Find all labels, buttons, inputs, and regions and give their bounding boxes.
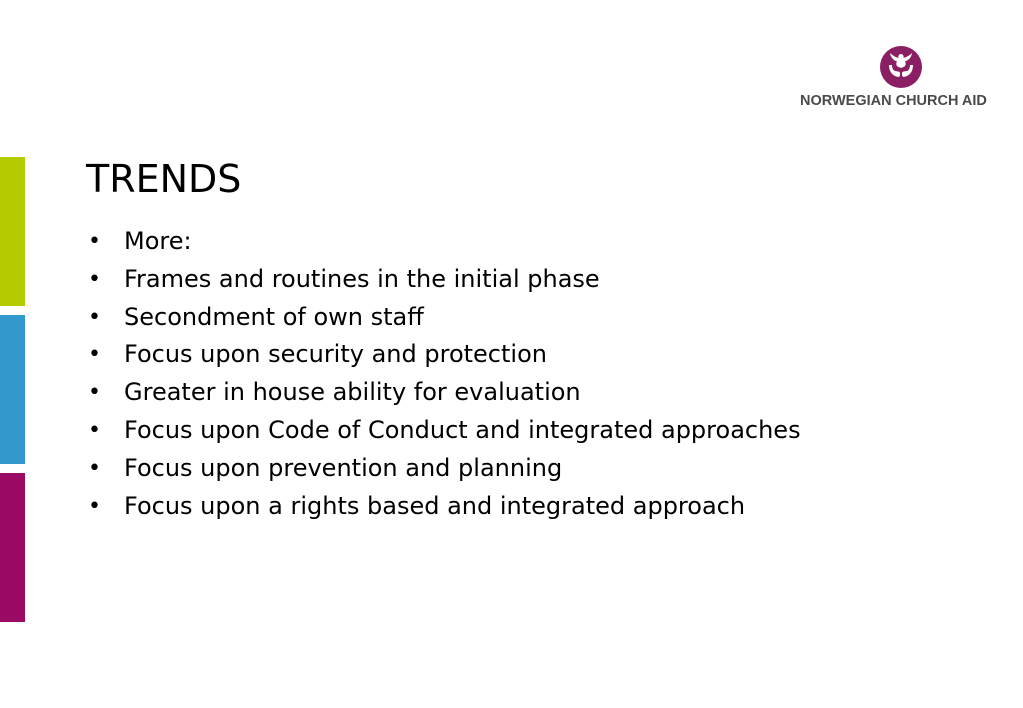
bullet-text: Secondment of own staff xyxy=(124,302,424,331)
bullet-text: More: xyxy=(124,227,192,255)
bullet-text: Greater in house ability for evaluation xyxy=(124,378,581,407)
bullet-glyph: • xyxy=(88,455,101,481)
bullet-text: Focus upon a rights based and integrated approach xyxy=(124,491,746,520)
logo xyxy=(800,46,1002,112)
bullet-glyph: • xyxy=(88,342,101,368)
logo-text: NORWEGIAN CHURCH AID xyxy=(800,93,987,109)
bullet-glyph: • xyxy=(88,266,101,292)
bullet-text: Frames and routines in the initial phase xyxy=(124,264,600,293)
accent-bar-blue xyxy=(0,315,25,464)
bullet-glyph: • xyxy=(88,380,101,406)
slide-title: TRENDS xyxy=(86,157,242,201)
bullet-glyph: • xyxy=(88,304,101,330)
dove-in-hands-icon xyxy=(880,46,922,88)
accent-bar-green xyxy=(0,157,25,306)
bullet-text: Focus upon prevention and planning xyxy=(124,453,563,482)
bullet-glyph: • xyxy=(88,229,101,254)
bullet-text: Focus upon security and protection xyxy=(124,340,547,369)
bullet-glyph: • xyxy=(88,493,101,519)
bullet-glyph: • xyxy=(88,417,101,443)
accent-bar-magenta xyxy=(0,473,25,622)
bullet-text: Focus upon Code of Conduct and integrated approaches xyxy=(124,415,801,444)
